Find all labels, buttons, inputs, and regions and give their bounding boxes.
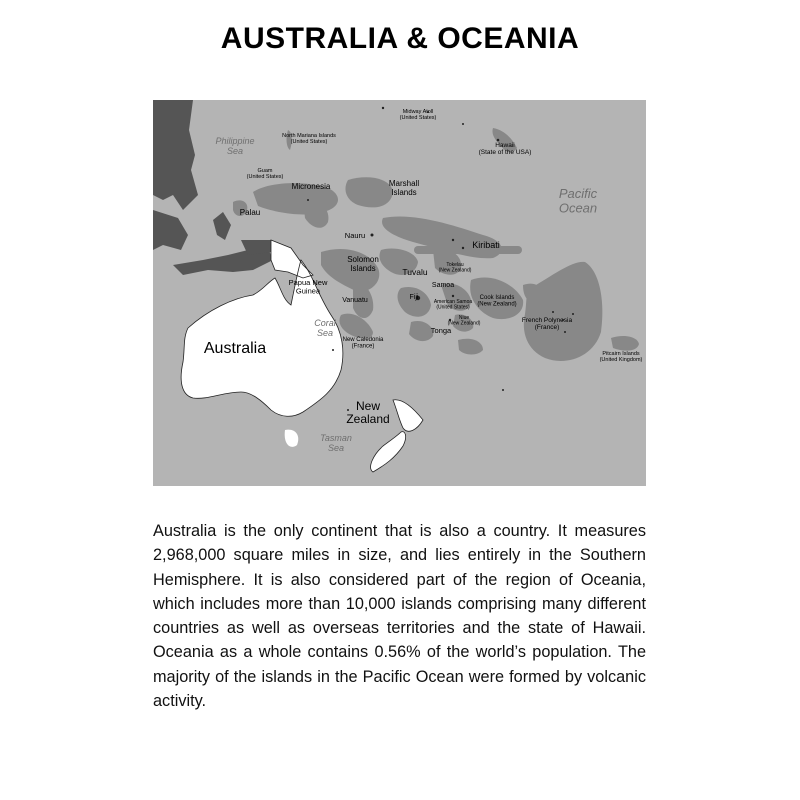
map-svg	[153, 100, 646, 486]
oceania-map	[153, 100, 646, 486]
label-guam: Guam (United States)	[246, 168, 284, 181]
label-samoa: Samoa	[431, 282, 455, 289]
label-midway: Midway Atoll (United States)	[399, 109, 437, 122]
label-tasman-sea: Tasman Sea	[320, 433, 352, 453]
label-new-zealand: New Zealand	[346, 399, 390, 427]
label-pitcairn: Pitcairn Islands (United Kingdom)	[599, 351, 643, 364]
label-new-caledonia: New Caledonia (France)	[342, 337, 384, 350]
label-png: Papua New Guinea	[288, 278, 328, 296]
label-coral-sea: Coral Sea	[314, 318, 336, 338]
page-title: AUSTRALIA & OCEANIA	[220, 22, 580, 55]
description-paragraph: Australia is the only continent that is also a country. It measures 2,968,000 square miles in size, and lies entirely in the Southern Hemisphere. It is also considered part of the region of Oceania, which includes more than 10,000 islands comprising many different countries as well as overseas territories and the state of Hawaii. Oceania as a whole contains 0.56% of the world’s population. The majority of the islands in the Pacific Ocean were formed by volcanic activity.	[153, 522, 646, 711]
label-mariana: North Mariana Islands (United States)	[282, 133, 336, 146]
label-tonga: Tonga	[430, 326, 452, 335]
label-niue: Niue (New Zealand)	[447, 315, 481, 327]
label-australia: Australia	[203, 340, 267, 357]
label-philippine-sea: Philippine Sea	[215, 136, 255, 156]
label-palau: Palau	[239, 208, 261, 217]
label-pacific-ocean: Pacific Ocean	[558, 186, 598, 216]
label-american-samoa: American Samoa (United States)	[433, 299, 473, 311]
label-french-polynesia: French Polynesia (France)	[521, 317, 573, 332]
label-fiji: Fiji	[409, 294, 419, 301]
label-tuvalu: Tuvalu	[402, 267, 428, 277]
label-nauru: Nauru	[344, 231, 366, 240]
label-cook: Cook Islands (New Zealand)	[477, 295, 517, 308]
label-kiribati: Kiribati	[472, 240, 500, 250]
label-hawaii: Hawaii (State of the USA)	[478, 142, 532, 157]
label-tokelau: Tokelau (New Zealand)	[438, 262, 472, 274]
label-micronesia: Micronesia	[291, 182, 331, 191]
label-solomon: Solomon Islands	[347, 255, 379, 273]
label-vanuatu: Vanuatu	[342, 297, 368, 304]
label-marshall: Marshall Islands	[388, 179, 420, 197]
